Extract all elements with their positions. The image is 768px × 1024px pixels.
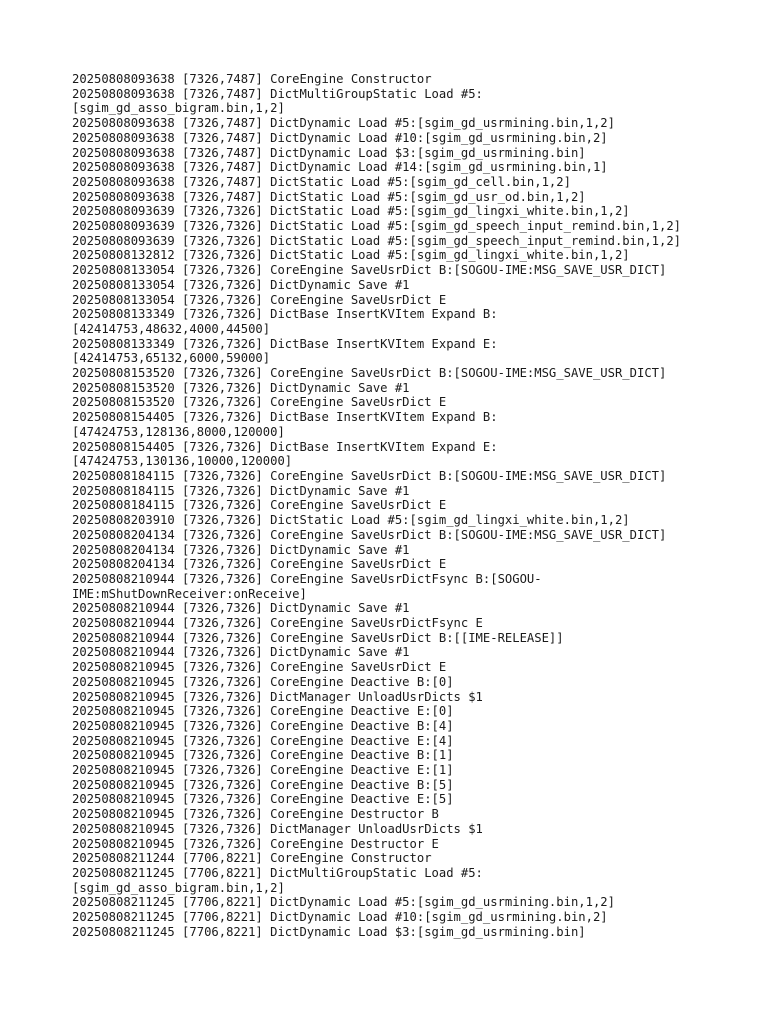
log-line: 20250808210944 [7326,7326] CoreEngine SaveUsrDict B:[[IME-RELEASE]] <box>72 630 564 645</box>
log-line: 20250808093638 [7326,7487] DictDynamic Load #5:[sgim_gd_usrmining.bin,1,2] <box>72 116 615 131</box>
log-line: 20250808093639 [7326,7326] DictStatic Load #5:[sgim_gd_lingxi_white.bin,1,2] <box>72 204 630 219</box>
log-line: 20250808184115 [7326,7326] CoreEngine SaveUsrDict E <box>72 498 447 513</box>
log-line: 20250808184115 [7326,7326] DictDynamic Save #1 <box>72 483 410 498</box>
log-line: 20250808210945 [7326,7326] CoreEngine Deactive E:[1] <box>72 763 454 778</box>
log-line: 20250808210945 [7326,7326] DictManager UnloadUsrDicts $1 <box>72 689 483 704</box>
log-line: 20250808093638 [7326,7487] DictStatic Load #5:[sgim_gd_usr_od.bin,1,2] <box>72 189 586 204</box>
log-line: 20250808211245 [7706,8221] DictDynamic Load #10:[sgim_gd_usrmining.bin,2] <box>72 910 608 925</box>
log-line: 20250808210945 [7326,7326] CoreEngine Deactive E:[0] <box>72 704 454 719</box>
log-line: 20250808154405 [7326,7326] DictBase InsertKVItem Expand B: <box>72 410 498 425</box>
log-line: 20250808132812 [7326,7326] DictStatic Load #5:[sgim_gd_lingxi_white.bin,1,2] <box>72 248 630 263</box>
log-line: IME:mShutDownReceiver:onReceive] <box>72 586 307 601</box>
log-line: 20250808203910 [7326,7326] DictStatic Load #5:[sgim_gd_lingxi_white.bin,1,2] <box>72 513 630 528</box>
log-line: 20250808210944 [7326,7326] CoreEngine SaveUsrDictFsync E <box>72 616 483 631</box>
log-line: 20250808211244 [7706,8221] CoreEngine Constructor <box>72 851 432 866</box>
log-line: [42414753,65132,6000,59000] <box>72 351 271 366</box>
log-line: [47424753,130136,10000,120000] <box>72 454 293 469</box>
log-line: 20250808210945 [7326,7326] CoreEngine Deactive E:[5] <box>72 792 454 807</box>
log-line: 20250808153520 [7326,7326] DictDynamic Save #1 <box>72 380 410 395</box>
log-line: [sgim_gd_asso_bigram.bin,1,2] <box>72 880 285 895</box>
log-line: 20250808210945 [7326,7326] CoreEngine Deactive B:[5] <box>72 777 454 792</box>
log-line: 20250808133054 [7326,7326] CoreEngine SaveUsrDict B:[SOGOU-IME:MSG_SAVE_USR_DICT] <box>72 263 667 278</box>
log-line: 20250808153520 [7326,7326] CoreEngine SaveUsrDict E <box>72 395 447 410</box>
log-line: 20250808153520 [7326,7326] CoreEngine SaveUsrDict B:[SOGOU-IME:MSG_SAVE_USR_DICT] <box>72 366 667 381</box>
log-line: 20250808210945 [7326,7326] CoreEngine Deactive E:[4] <box>72 733 454 748</box>
log-line: 20250808210944 [7326,7326] DictDynamic Save #1 <box>72 601 410 616</box>
log-line: 20250808204134 [7326,7326] CoreEngine SaveUsrDict E <box>72 557 447 572</box>
log-document <box>72 72 712 939</box>
log-line: 20250808211245 [7706,8221] DictMultiGroupStatic Load #5: <box>72 865 483 880</box>
log-line: 20250808093639 [7326,7326] DictStatic Load #5:[sgim_gd_speech_input_remind.bin,1,2] <box>72 233 682 248</box>
log-line: 20250808204134 [7326,7326] CoreEngine SaveUsrDict B:[SOGOU-IME:MSG_SAVE_USR_DICT] <box>72 527 667 542</box>
log-line: 20250808093638 [7326,7487] CoreEngine Constructor <box>72 72 432 86</box>
log-line: 20250808154405 [7326,7326] DictBase InsertKVItem Expand E: <box>72 439 498 454</box>
log-line: 20250808133349 [7326,7326] DictBase InsertKVItem Expand B: <box>72 307 498 322</box>
log-line: 20250808210944 [7326,7326] CoreEngine SaveUsrDictFsync B:[SOGOU- <box>72 571 542 586</box>
log-line: 20250808211245 [7706,8221] DictDynamic Load #5:[sgim_gd_usrmining.bin,1,2] <box>72 895 615 910</box>
log-line: 20250808210945 [7326,7326] CoreEngine Deactive B:[0] <box>72 674 454 689</box>
log-line: 20250808133054 [7326,7326] DictDynamic Save #1 <box>72 277 410 292</box>
log-line: 20250808093638 [7326,7487] DictDynamic Load $3:[sgim_gd_usrmining.bin] <box>72 145 586 160</box>
log-line: 20250808093638 [7326,7487] DictDynamic Load #14:[sgim_gd_usrmining.bin,1] <box>72 160 608 175</box>
log-line: 20250808210945 [7326,7326] CoreEngine Deactive B:[1] <box>72 748 454 763</box>
log-line: 20250808093639 [7326,7326] DictStatic Load #5:[sgim_gd_speech_input_remind.bin,1,2] <box>72 219 682 234</box>
log-line: 20250808210945 [7326,7326] CoreEngine Destructor B <box>72 807 439 822</box>
log-line: 20250808211245 [7706,8221] DictDynamic Load $3:[sgim_gd_usrmining.bin] <box>72 924 586 939</box>
log-line: 20250808093638 [7326,7487] DictMultiGroupStatic Load #5: <box>72 86 483 101</box>
log-line: [42414753,48632,4000,44500] <box>72 321 271 336</box>
log-line: 20250808210945 [7326,7326] CoreEngine Deactive B:[4] <box>72 718 454 733</box>
log-line: 20250808210945 [7326,7326] CoreEngine SaveUsrDict E <box>72 660 447 675</box>
log-line: 20250808093638 [7326,7487] DictStatic Load #5:[sgim_gd_cell.bin,1,2] <box>72 174 571 189</box>
log-line: 20250808210945 [7326,7326] DictManager UnloadUsrDicts $1 <box>72 821 483 836</box>
log-line: [sgim_gd_asso_bigram.bin,1,2] <box>72 101 285 116</box>
log-line: 20250808184115 [7326,7326] CoreEngine SaveUsrDict B:[SOGOU-IME:MSG_SAVE_USR_DICT] <box>72 468 667 483</box>
log-line: 20250808204134 [7326,7326] DictDynamic Save #1 <box>72 542 410 557</box>
log-line: 20250808210945 [7326,7326] CoreEngine Destructor E <box>72 836 439 851</box>
log-line: 20250808133349 [7326,7326] DictBase InsertKVItem Expand E: <box>72 336 498 351</box>
log-line: 20250808210944 [7326,7326] DictDynamic Save #1 <box>72 645 410 660</box>
log-line: 20250808133054 [7326,7326] CoreEngine SaveUsrDict E <box>72 292 447 307</box>
log-line: [47424753,128136,8000,120000] <box>72 424 285 439</box>
log-line: 20250808093638 [7326,7487] DictDynamic Load #10:[sgim_gd_usrmining.bin,2] <box>72 130 608 145</box>
